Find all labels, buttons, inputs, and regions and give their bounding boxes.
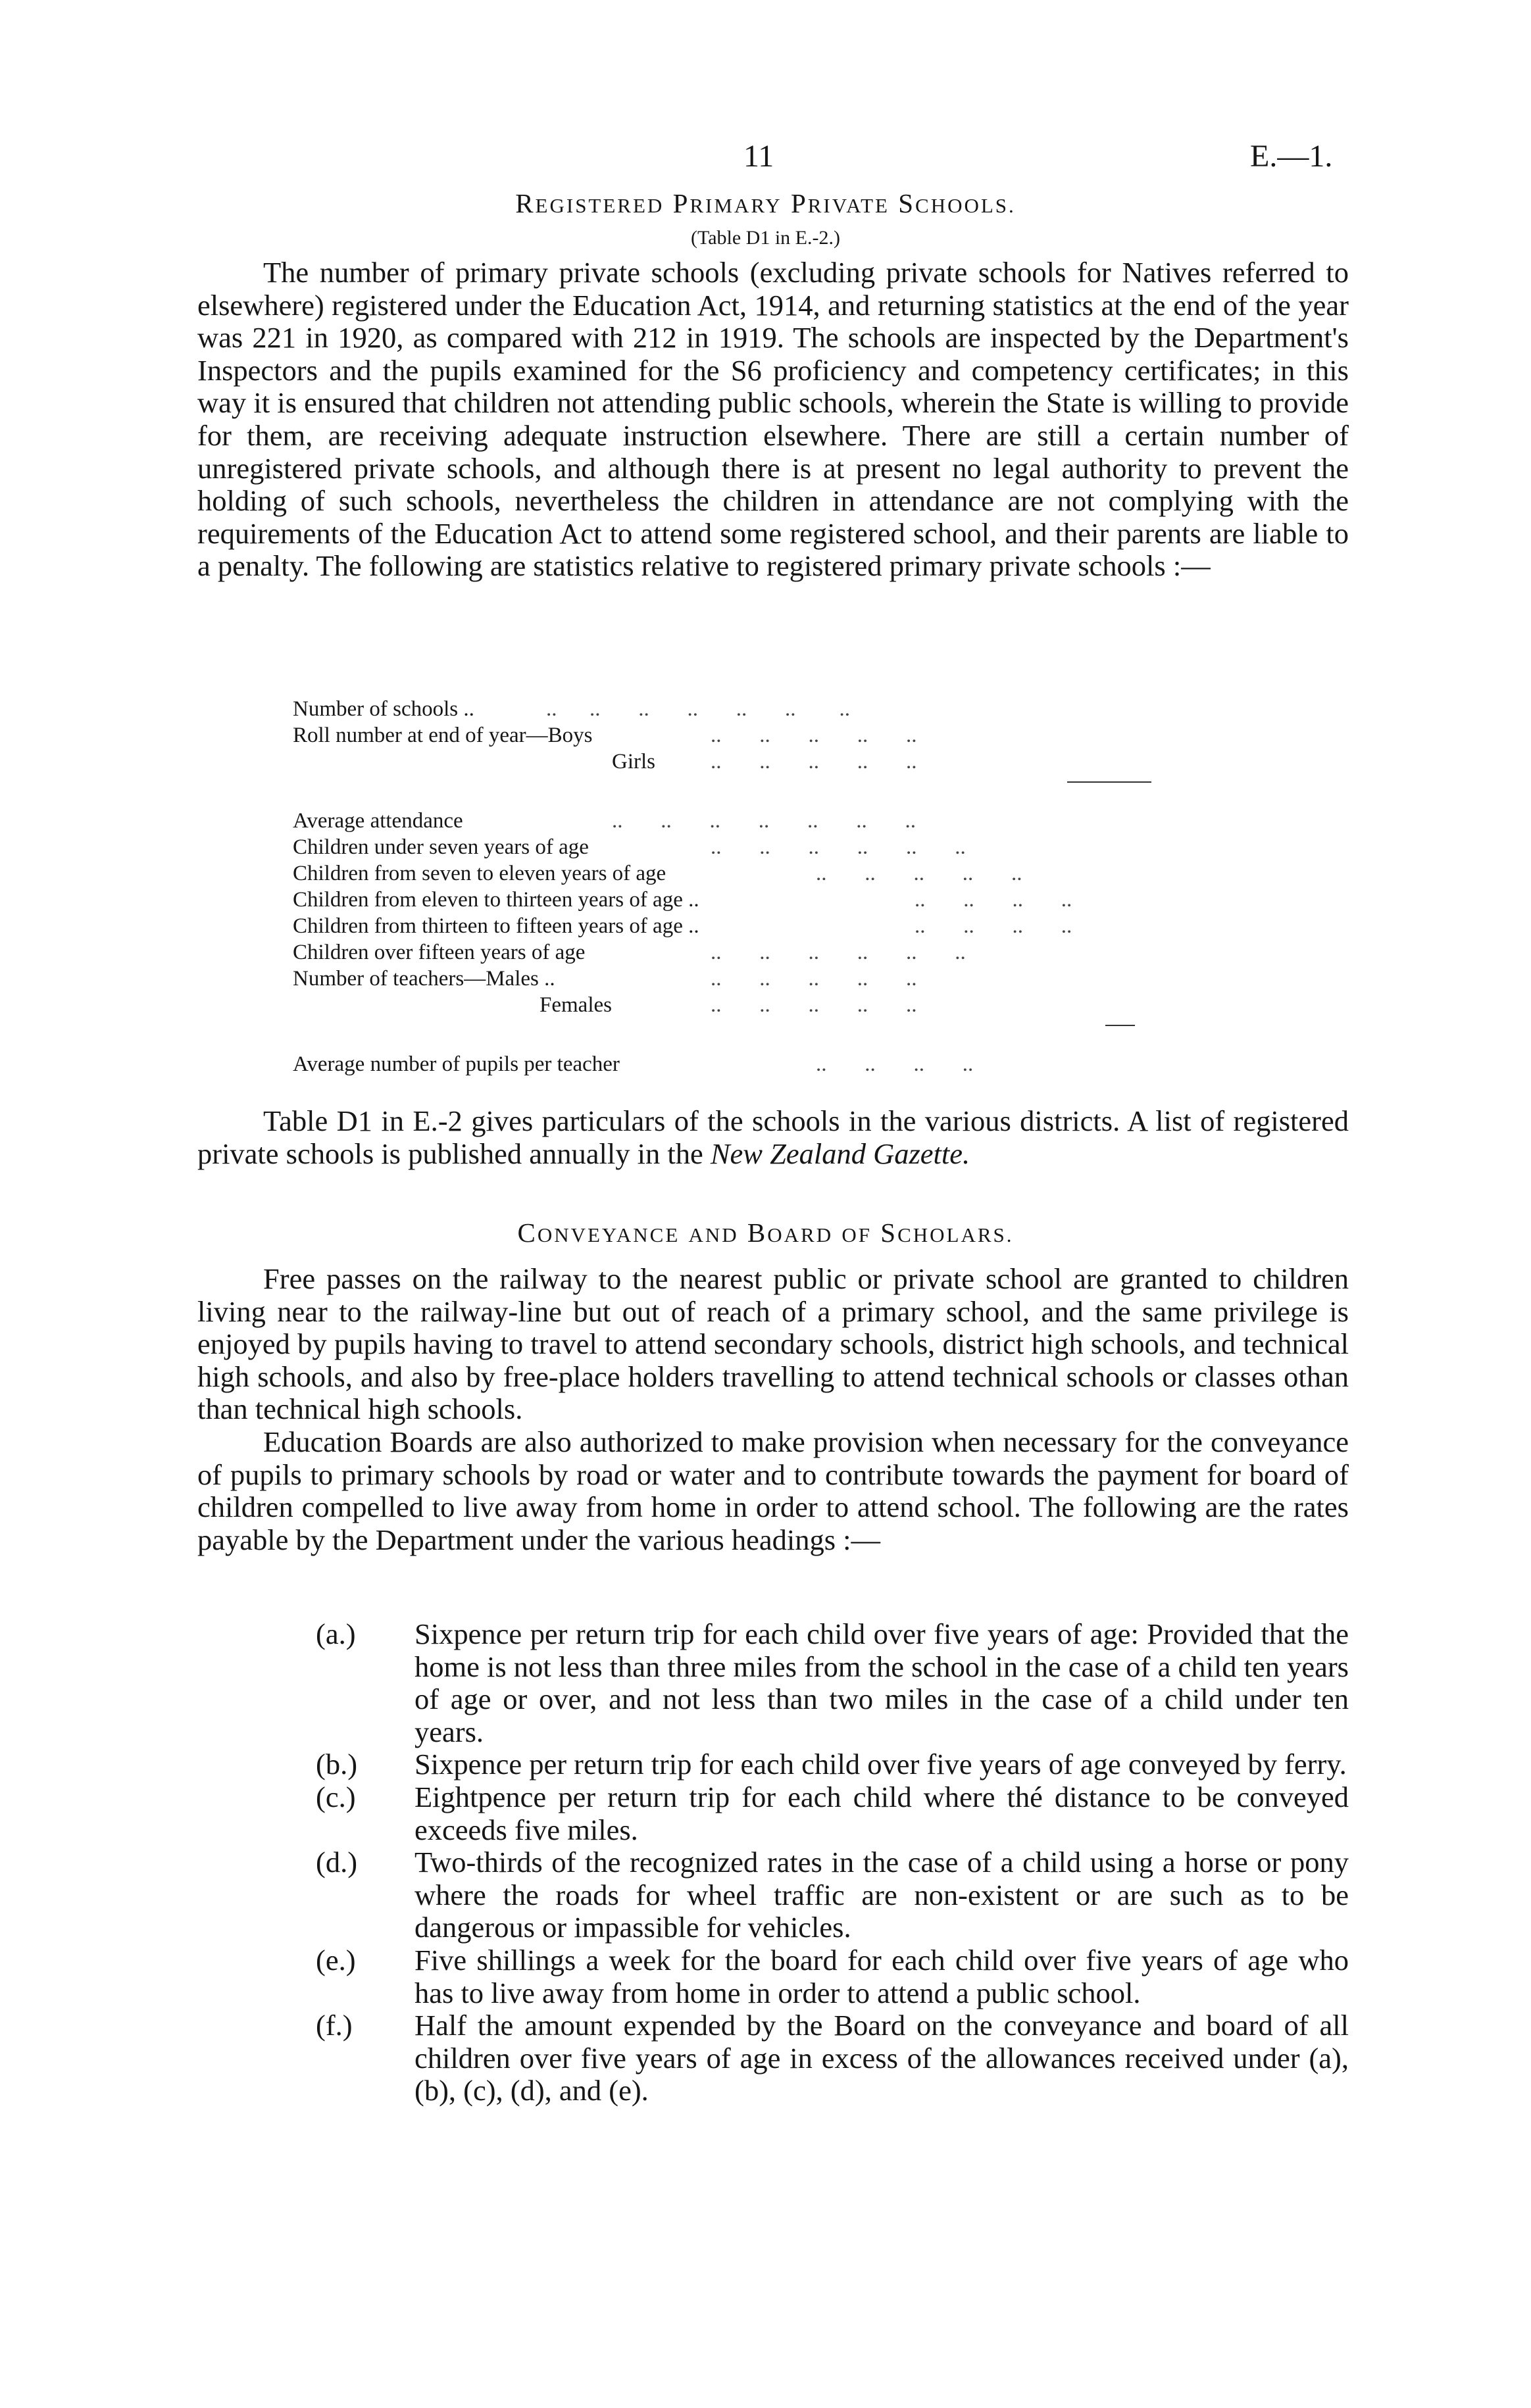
subtotal-rule (1067, 781, 1151, 783)
stat-label: Number of teachers—Males .. (293, 967, 555, 991)
conveyance-paragraphs (197, 1263, 1349, 1556)
leader-dots: .. .. .. .. (915, 888, 1072, 912)
subtotal-rule (1105, 1025, 1135, 1026)
paragraph-free-passes: Free passes on the railway to the nearest public or private school are granted to children living near to the railway-line but out of reach of a primary school, and the same privilege is enjoyed by pupils having to travel to attend secondary schools, district high schools, and technical high schools, and also by free-place holders travelling to attend technical schools or classes othan than technical high schools. (197, 1262, 1349, 1426)
stat-label: Average attendance (293, 809, 463, 833)
item-text: Sixpence per return trip for each child over five years of age: Provided that the home is not less than three miles from the school in the case of a child ten years of age or over, and not less than two miles in the case of a child under ten years. (414, 1617, 1349, 1748)
leader-dots: .. .. .. .. (816, 1052, 974, 1076)
item-text: Eightpence per return trip for each child where thé distance to be conveyed exceeds five miles. (414, 1780, 1349, 1846)
leader-dots: .. .. .. .. (915, 914, 1072, 938)
stat-label: Females (540, 993, 612, 1017)
leader-dots: .. .. .. .. .. (711, 967, 917, 991)
leader-dots: .. .. .. .. .. .. (711, 941, 966, 964)
item-text: Sixpence per return trip for each child over five years of age conveyed by ferry. (414, 1748, 1347, 1781)
stat-label: Children over fifteen years of age (293, 941, 586, 964)
stat-label: Girls (612, 750, 655, 774)
stat-label: Average number of pupils per teacher (293, 1052, 620, 1076)
leader-dots: .. .. .. .. .. (816, 862, 1022, 885)
stat-label: Children from eleven to thirteen years of age .. (293, 888, 699, 912)
stat-label: Children from seven to eleven years of age (293, 862, 666, 885)
item-marker: (f.) (316, 2009, 353, 2042)
section-heading-registered-schools: REGISTERED PRIMARY PRIVATE SCHOOLS. (515, 188, 1016, 218)
closing-paragraph-block (197, 1105, 1349, 1170)
leader-dots: .. .. .. .. .. (711, 993, 917, 1017)
leader-dots: .. .. .. .. .. (711, 724, 917, 747)
stat-label: Children under seven years of age (293, 835, 589, 859)
paragraph-education-boards: Education Boards are also authorized to make provision when necessary for the conveyance of pupils to primary schools by road or water and to contribute towards the payment for board of children compelled to live away from home in order to attend school. The following are the rates payable by the Department under the various headings :— (197, 1425, 1349, 1556)
list-item (316, 1781, 1349, 1846)
leader-dots: .. .. .. .. .. (711, 750, 917, 774)
intro-paragraph-block (197, 257, 1349, 583)
leader-dots: .. .. .. .. .. .. .. (546, 697, 850, 721)
item-text: Five shillings a week for the board for each child over five years of age who has to live away from home in order to attend a public school. (414, 1943, 1349, 2009)
stat-label: Roll number at end of year—Boys (293, 724, 593, 747)
rates-list (316, 1618, 1349, 2107)
item-marker: (e.) (316, 1943, 356, 1977)
stat-label: Children from thirteen to fifteen years of age .. (293, 914, 699, 938)
intro-paragraph: The number of primary private schools (excluding private schools for Natives referred to elsewhere) registered under the Education Act, 1914, and returning statistics at the end of the year was 221 in 1920, as compared with 212 in 1919. The schools are inspected by the Department's Inspectors and the pupils examined for the S6 proficiency and competency certificates; in this way it is ensured that children not attending public schools, wherein the State is willing to provide for them, are receiving adequate instruction elsewhere. There are still a certain number of unregistered private schools, and although there is at present no legal authority to prevent the holding of such schools, nevertheless the children in attendance are not complying with the requirements of the Education Act to attend some registered school, and their parents are liable to a penalty. The following are statistics relative to registered primary private schools :— (197, 256, 1349, 583)
list-item (316, 2009, 1349, 2107)
item-text: Two-thirds of the recognized rates in the case of a child using a horse or pony where the roads for wheel traffic are non-existent or are such as to be dangerous or impassible for vehicles. (414, 1846, 1349, 1944)
document-reference: E.—1. (1250, 139, 1333, 174)
closing-text: Table D1 in E.-2 gives particulars of the schools in the various districts. A list of registered private schools is published annually in the (197, 1104, 1349, 1170)
item-marker: (d.) (316, 1846, 358, 1879)
list-item (316, 1618, 1349, 1748)
item-marker: (a.) (316, 1617, 356, 1650)
item-marker: (c.) (316, 1780, 356, 1813)
item-marker: (b.) (316, 1748, 358, 1781)
section-subtitle: (Table D1 in E.-2.) (691, 227, 840, 249)
list-item (316, 1748, 1349, 1781)
leader-dots: .. .. .. .. .. .. (711, 835, 966, 859)
stat-label: Number of schools .. (293, 697, 474, 721)
section-heading-conveyance: CONVEYANCE AND BOARD OF SCHOLARS. (517, 1217, 1014, 1248)
gazette-title: New Zealand Gazette. (710, 1137, 970, 1170)
list-item (316, 1944, 1349, 2009)
item-text: Half the amount expended by the Board on the conveyance and board of all children over five years of age in excess of the allowances received under (a), (b), (c), (d), and (e). (414, 2009, 1349, 2107)
statistics-table (0, 697, 1531, 1079)
list-item (316, 1846, 1349, 1944)
page-number: 11 (743, 139, 774, 174)
closing-paragraph (197, 1105, 1349, 1170)
leader-dots: .. .. .. .. .. .. .. (612, 809, 916, 833)
